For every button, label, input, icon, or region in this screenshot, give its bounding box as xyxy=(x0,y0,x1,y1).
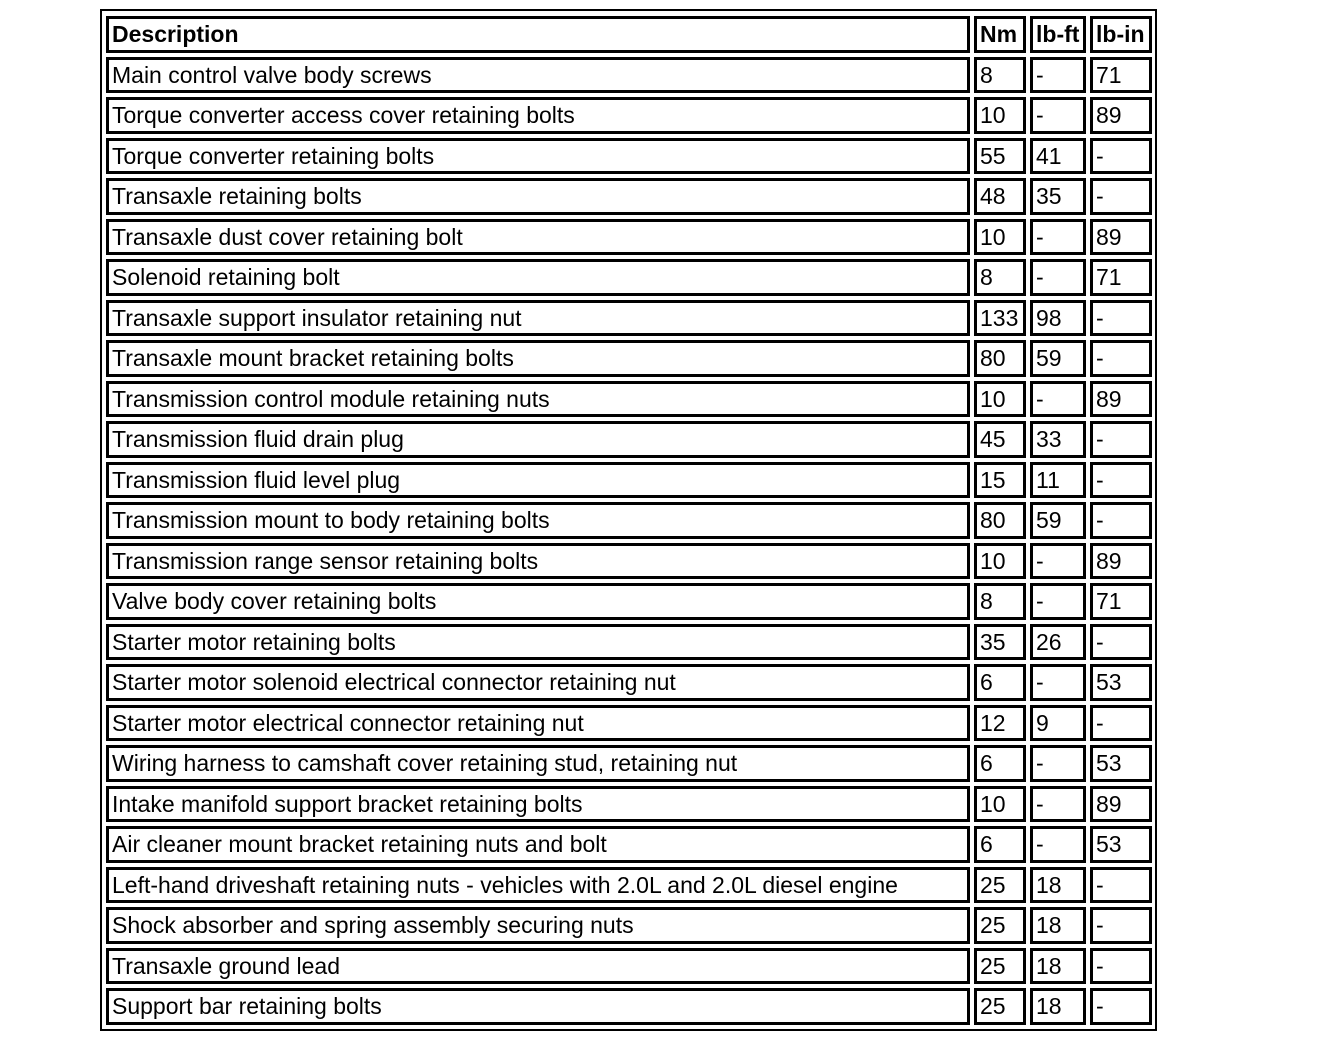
cell-description: Intake manifold support bracket retaining bolts xyxy=(106,786,970,823)
cell-lbft: 98 xyxy=(1030,300,1086,337)
cell-description: Transmission fluid level plug xyxy=(106,462,970,499)
cell-lbin: 53 xyxy=(1090,664,1152,701)
cell-lbft: - xyxy=(1030,745,1086,782)
cell-description: Air cleaner mount bracket retaining nuts and bolt xyxy=(106,826,970,863)
table-row xyxy=(106,97,1152,134)
cell-description: Transaxle mount bracket retaining bolts xyxy=(106,340,970,377)
cell-nm: 6 xyxy=(974,826,1026,863)
cell-description: Solenoid retaining bolt xyxy=(106,259,970,296)
table-row xyxy=(106,178,1152,215)
cell-description: Wiring harness to camshaft cover retaining stud, retaining nut xyxy=(106,745,970,782)
cell-lbin: 89 xyxy=(1090,97,1152,134)
table-row xyxy=(106,583,1152,620)
table-row xyxy=(106,421,1152,458)
cell-lbft: - xyxy=(1030,826,1086,863)
cell-description: Starter motor electrical connector retaining nut xyxy=(106,705,970,742)
cell-lbft: 18 xyxy=(1030,867,1086,904)
cell-description: Transmission range sensor retaining bolts xyxy=(106,543,970,580)
cell-lbft: - xyxy=(1030,543,1086,580)
cell-nm: 12 xyxy=(974,705,1026,742)
cell-lbft: 18 xyxy=(1030,988,1086,1025)
cell-nm: 45 xyxy=(974,421,1026,458)
cell-description: Starter motor solenoid electrical connector retaining nut xyxy=(106,664,970,701)
cell-description: Transaxle ground lead xyxy=(106,948,970,985)
cell-description: Transmission control module retaining nuts xyxy=(106,381,970,418)
cell-lbin: - xyxy=(1090,178,1152,215)
cell-nm: 35 xyxy=(974,624,1026,661)
cell-lbft: 26 xyxy=(1030,624,1086,661)
cell-lbft: 9 xyxy=(1030,705,1086,742)
cell-nm: 8 xyxy=(974,259,1026,296)
table-row xyxy=(106,259,1152,296)
header-nm: Nm xyxy=(974,16,1026,53)
table-row xyxy=(106,948,1152,985)
cell-description: Transmission mount to body retaining bolts xyxy=(106,502,970,539)
cell-lbin: 71 xyxy=(1090,57,1152,94)
cell-nm: 15 xyxy=(974,462,1026,499)
table-row xyxy=(106,907,1152,944)
cell-lbft: - xyxy=(1030,664,1086,701)
cell-nm: 133 xyxy=(974,300,1026,337)
cell-lbft: 18 xyxy=(1030,948,1086,985)
cell-lbft: - xyxy=(1030,97,1086,134)
table-row xyxy=(106,826,1152,863)
cell-lbin: - xyxy=(1090,300,1152,337)
cell-description: Left-hand driveshaft retaining nuts - vehicles with 2.0L and 2.0L diesel engine xyxy=(106,867,970,904)
cell-lbft: 41 xyxy=(1030,138,1086,175)
cell-nm: 6 xyxy=(974,745,1026,782)
header-lbin: lb-in xyxy=(1090,16,1152,53)
cell-nm: 10 xyxy=(974,543,1026,580)
cell-lbin: - xyxy=(1090,907,1152,944)
cell-lbft: 59 xyxy=(1030,502,1086,539)
cell-nm: 25 xyxy=(974,907,1026,944)
cell-lbin: - xyxy=(1090,867,1152,904)
cell-description: Main control valve body screws xyxy=(106,57,970,94)
cell-nm: 25 xyxy=(974,948,1026,985)
cell-nm: 10 xyxy=(974,97,1026,134)
cell-lbft: - xyxy=(1030,219,1086,256)
cell-lbin: - xyxy=(1090,502,1152,539)
cell-nm: 10 xyxy=(974,786,1026,823)
table-row xyxy=(106,340,1152,377)
table-row xyxy=(106,705,1152,742)
table-row xyxy=(106,300,1152,337)
cell-lbin: - xyxy=(1090,624,1152,661)
cell-lbin: 89 xyxy=(1090,786,1152,823)
cell-nm: 8 xyxy=(974,583,1026,620)
cell-lbft: - xyxy=(1030,786,1086,823)
cell-lbin: - xyxy=(1090,988,1152,1025)
cell-description: Shock absorber and spring assembly securing nuts xyxy=(106,907,970,944)
cell-lbft: - xyxy=(1030,381,1086,418)
table-row xyxy=(106,138,1152,175)
torque-spec-table-frame xyxy=(100,9,1157,1031)
cell-description: Valve body cover retaining bolts xyxy=(106,583,970,620)
cell-lbin: 89 xyxy=(1090,543,1152,580)
cell-description: Transaxle support insulator retaining nut xyxy=(106,300,970,337)
table-row xyxy=(106,867,1152,904)
cell-description: Transmission fluid drain plug xyxy=(106,421,970,458)
cell-lbin: 53 xyxy=(1090,745,1152,782)
table-row xyxy=(106,988,1152,1025)
cell-nm: 25 xyxy=(974,988,1026,1025)
table-row xyxy=(106,57,1152,94)
cell-nm: 10 xyxy=(974,381,1026,418)
cell-nm: 80 xyxy=(974,502,1026,539)
table-row xyxy=(106,664,1152,701)
cell-lbft: 11 xyxy=(1030,462,1086,499)
cell-description: Torque converter access cover retaining bolts xyxy=(106,97,970,134)
cell-lbft: - xyxy=(1030,259,1086,296)
cell-lbft: 18 xyxy=(1030,907,1086,944)
table-row xyxy=(106,745,1152,782)
cell-lbin: - xyxy=(1090,705,1152,742)
table-header-row xyxy=(106,16,1152,53)
cell-nm: 55 xyxy=(974,138,1026,175)
table-row xyxy=(106,786,1152,823)
table-row xyxy=(106,502,1152,539)
cell-description: Transaxle dust cover retaining bolt xyxy=(106,219,970,256)
cell-lbin: 71 xyxy=(1090,583,1152,620)
cell-nm: 25 xyxy=(974,867,1026,904)
table-row xyxy=(106,543,1152,580)
cell-description: Starter motor retaining bolts xyxy=(106,624,970,661)
cell-lbin: 89 xyxy=(1090,219,1152,256)
table-row xyxy=(106,462,1152,499)
cell-lbin: - xyxy=(1090,948,1152,985)
cell-nm: 6 xyxy=(974,664,1026,701)
torque-spec-table xyxy=(102,12,1156,1029)
cell-lbin: - xyxy=(1090,340,1152,377)
header-description: Description xyxy=(106,16,970,53)
cell-nm: 80 xyxy=(974,340,1026,377)
cell-nm: 10 xyxy=(974,219,1026,256)
cell-nm: 8 xyxy=(974,57,1026,94)
cell-lbin: - xyxy=(1090,462,1152,499)
table-row xyxy=(106,219,1152,256)
table-row xyxy=(106,624,1152,661)
cell-description: Transaxle retaining bolts xyxy=(106,178,970,215)
cell-lbft: - xyxy=(1030,57,1086,94)
header-lbft: lb-ft xyxy=(1030,16,1086,53)
cell-lbft: 59 xyxy=(1030,340,1086,377)
table-row xyxy=(106,381,1152,418)
cell-lbft: 33 xyxy=(1030,421,1086,458)
cell-nm: 48 xyxy=(974,178,1026,215)
cell-lbft: - xyxy=(1030,583,1086,620)
cell-lbin: - xyxy=(1090,138,1152,175)
cell-lbin: 53 xyxy=(1090,826,1152,863)
cell-lbin: - xyxy=(1090,421,1152,458)
cell-lbin: 71 xyxy=(1090,259,1152,296)
cell-description: Support bar retaining bolts xyxy=(106,988,970,1025)
cell-description: Torque converter retaining bolts xyxy=(106,138,970,175)
cell-lbft: 35 xyxy=(1030,178,1086,215)
cell-lbin: 89 xyxy=(1090,381,1152,418)
